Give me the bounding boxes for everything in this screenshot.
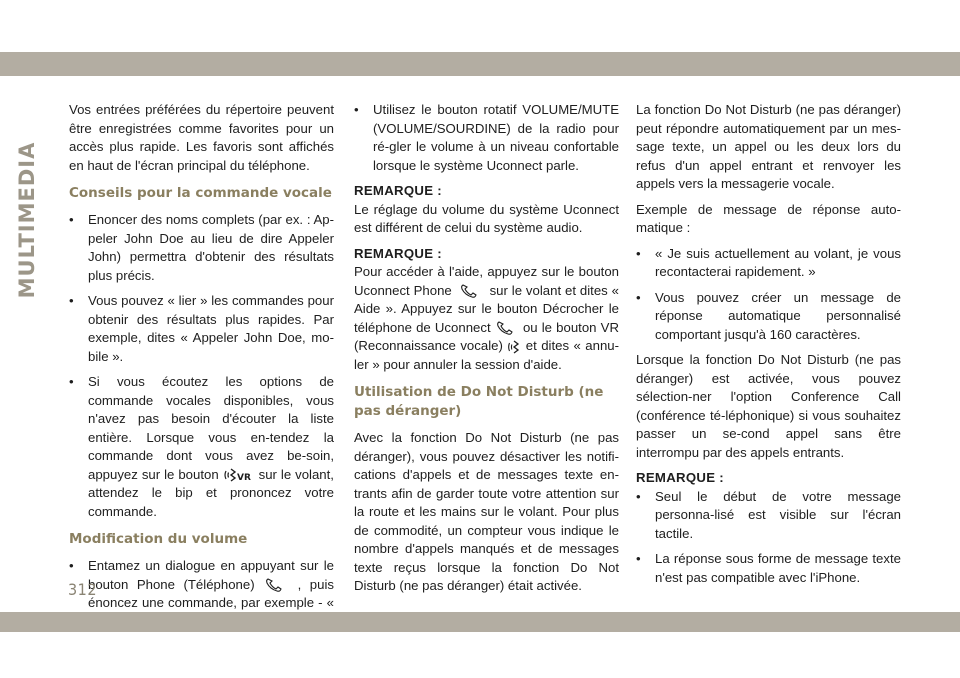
column-2 xyxy=(354,101,619,603)
top-margin xyxy=(0,0,960,50)
heading-volume: Modification du volume xyxy=(69,531,248,547)
note-title: REMARQUE : xyxy=(354,183,442,198)
heading-do-not-disturb: Utilisation de Do Not Disturb (ne pas déranger) xyxy=(354,384,604,419)
favorites-paragraph: Vos entrées préférées du répertoire peuvent être enregistrées comme favorites pour un accès plus rapide. Les favoris sont affichés en haut de l'écran principal du téléphone. xyxy=(69,102,334,173)
phone-icon xyxy=(263,577,289,593)
dnd-auto-reply-paragraph: La fonction Do Not Disturb (ne pas déranger) peut répondre automatiquement par un mes-sage texte, un appel ou les deux lors du refus d'un appel entrant et renvoyer les appels vers la messagerie vocale. xyxy=(636,102,901,191)
list-item: • « Je suis actuellement au volant, je vous recontacterai rapidement. » xyxy=(636,245,901,282)
footer-stripe xyxy=(0,612,960,632)
note-list xyxy=(636,488,901,588)
help-text-a: Pour accéder à l'aide, appuyez sur le bouton Uconnect Phone xyxy=(354,264,619,298)
tip3-text-a: Si vous écoutez les options de commande vocales disponibles, vous n'avez pas besoin d'écouter la liste entière. Lorsque vous en-tendez la commande dont vous avez be-soin, appuyez sur le bouton xyxy=(88,374,334,482)
vr-icon-text: VR xyxy=(236,473,251,484)
page-number: 312 xyxy=(68,580,97,599)
volume-text-b: , puis énoncez une commande, par exemple - « xyxy=(88,576,334,610)
section-label: MULTIMEDIA xyxy=(15,141,39,299)
note-title: REMARQUE : xyxy=(354,245,442,261)
list-item: • Seul le début de votre message personna-lisé est visible sur l'écran tactile. xyxy=(636,488,901,544)
volume-text-a: Entamez un dialogue en appuyant sur le bouton Phone (Téléphone) xyxy=(88,558,334,592)
heading-voice-tips: Conseils pour la commande vocale xyxy=(69,185,332,201)
help-text-d: et dites « annu-ler » pour annuler la session d'aide. xyxy=(354,338,620,372)
column-1 xyxy=(69,101,334,638)
header-stripe xyxy=(0,52,960,76)
auto-reply-list xyxy=(636,245,901,345)
help-note-paragraph xyxy=(354,263,619,374)
note-text: Le réglage du volume du système Uconnect est différent de celui du système audio. xyxy=(354,201,619,235)
voice-recognition-vr-icon xyxy=(223,467,255,483)
voice-command-icon xyxy=(507,339,521,355)
list-item: • Utilisez le bouton rotatif VOLUME/MUTE (VOLUME/SOURDINE) de la radio pour ré-gler le volume à un niveau confortable lorsque le système Uconnect parle. xyxy=(354,101,619,175)
example-paragraph: Exemple de message de réponse auto-matique : xyxy=(636,201,901,235)
list-item: • Enoncer des noms complets (par ex. : Ap-peler John Doe au lieu de dire Appeler John) permettra d'obtenir des résultats plus précis. xyxy=(69,211,334,285)
list-item: • Vous pouvez « lier » les commandes pour obtenir des résultats plus rapides. Par exemple, dites « Appeler John Doe, mo-bile ». xyxy=(69,292,334,366)
volume-list-continued xyxy=(354,101,619,175)
help-text-b: sur le volant et dites « Aide ». Appuyez sur le bouton Décrocher le téléphone de Uconnect xyxy=(354,282,619,335)
note-title: REMARQUE : xyxy=(636,470,724,485)
tip3-text-b: sur le volant, attendez le bip et prononcez votre commande. xyxy=(88,466,334,519)
list-item: • La réponse sous forme de message texte n'est pas compatible avec l'iPhone. xyxy=(636,550,901,587)
help-text-c: ou le bouton VR (Reconnaissance vocale) xyxy=(354,319,619,353)
bottom-margin xyxy=(0,632,960,678)
phone-icon xyxy=(456,283,486,299)
list-item: • Vous pouvez créer un message de réponse automatique personnalisé comportant jusqu'à 160 caractères. xyxy=(636,289,901,345)
conference-call-paragraph: Lorsque la fonction Do Not Disturb (ne pas déranger) est activée, vous pouvez sélection-ner l'option Conference Call (conférence té-léphonique) si vous souhaitez passer un se-cond appel sans être interrompu par des appels entrants. xyxy=(636,352,901,460)
list-item xyxy=(69,373,334,521)
phone-icon xyxy=(495,320,519,336)
voice-tips-list xyxy=(69,211,334,521)
dnd-paragraph: Avec la fonction Do Not Disturb (ne pas déranger), vous pouvez désactiver les notifi-cations d'appels et de messages texte en-trants afin de garder toute votre attention sur la route et les mains sur le volant. Pour plus de commodité, un compteur vous indique le nombre d'appels manqués et de messages texte reçus lorsque la fonction Do Not Disturb (ne pas déranger) était activée. xyxy=(354,430,619,593)
column-3 xyxy=(636,101,901,594)
